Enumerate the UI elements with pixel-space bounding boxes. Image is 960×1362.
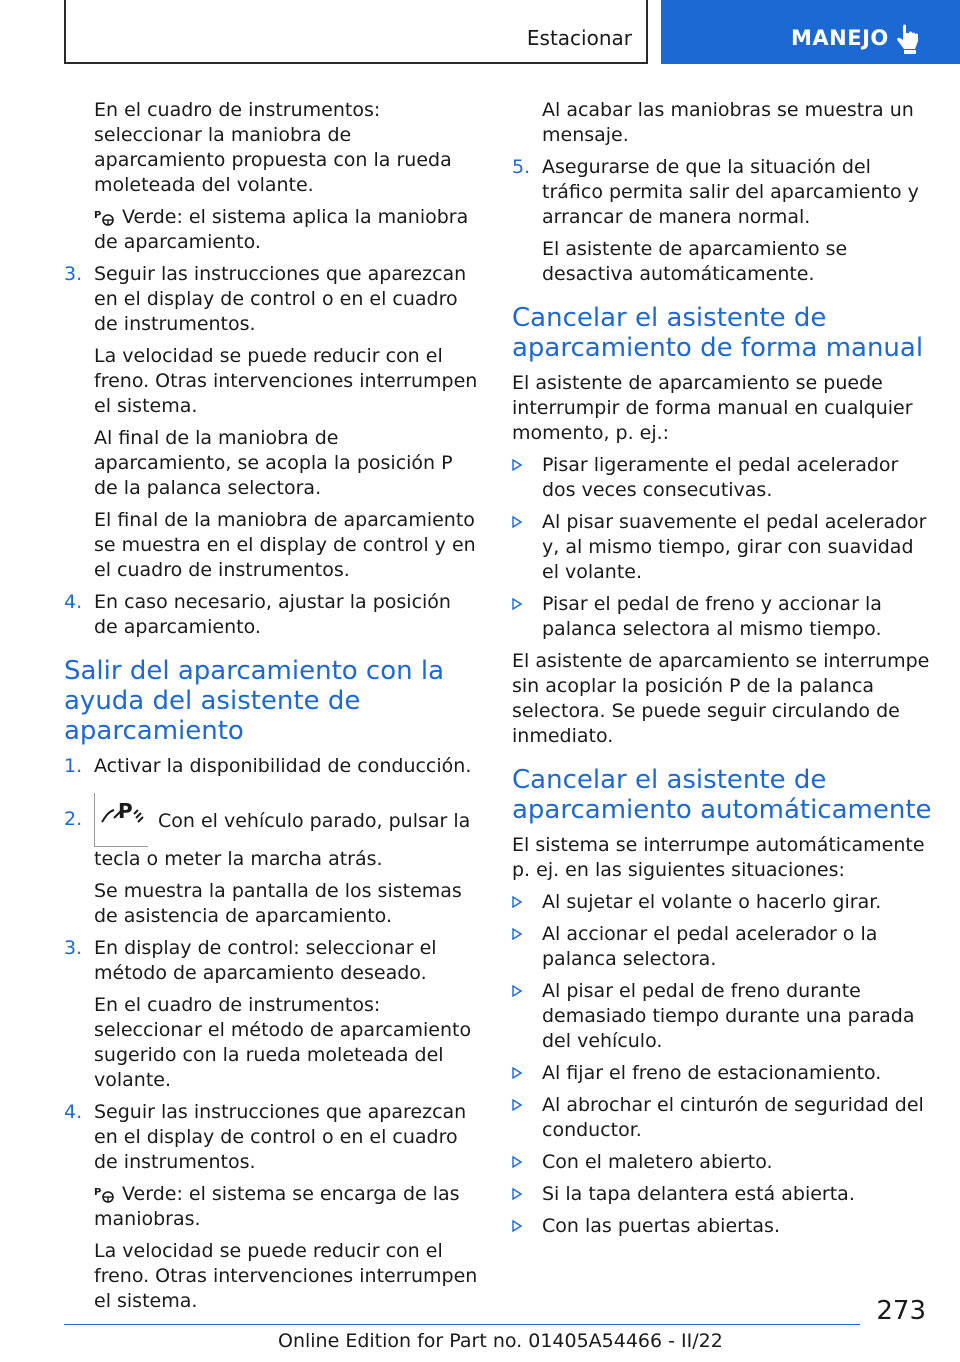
list-item-text: Pisar ligeramente el pedal acelerador dos veces consecutivas. [542,454,899,501]
step-3 [64,262,480,337]
list-item [512,1093,932,1143]
step-number: 4. [64,1101,83,1123]
left-column [64,98,480,1321]
step-3b [64,936,480,986]
svg-text:P: P [118,799,133,823]
paragraph: La velocidad se puede reducir con el freno. Otras intervenciones interrumpen el sistema. [94,345,478,417]
step-number: 3. [64,937,83,959]
list-item [512,890,932,915]
paragraph: El asistente de aparcamiento se puede interrumpir de forma manual en cualquier momento, p. ej.: [512,372,913,444]
step-5 [512,155,932,230]
heading-cancelar-manual: Cancelar el asistente de aparcamiento de forma manual [512,303,924,363]
header-section-box [64,0,648,64]
step-text: Seguir las instrucciones que aparezcan en el display de control o en el cuadro de instrumentos. [94,263,467,335]
list-item [512,1150,932,1175]
paragraph: El asistente de aparcamiento se desactiva automáticamente. [542,238,848,285]
step-number: 5. [512,156,531,178]
heading-cancelar-auto: Cancelar el asistente de aparcamiento automáticamente [512,765,932,825]
edition-note: Online Edition for Part no. 01405A54466 - II/22 [278,1330,723,1352]
chapter-title: MANEJO [791,26,889,50]
svg-text:P: P [94,1187,102,1198]
bullet-triangle-icon [512,598,522,610]
step-text: Con el vehículo parado, pulsar la tecla o meter la marcha atrás. [94,810,471,870]
steering-hand-icon [895,22,921,56]
paragraph-text: Verde: el sistema aplica la maniobra de aparcamiento. [94,206,469,253]
heading-salir-aparcamiento: Salir del aparcamiento con la ayuda del asistente de aparcamiento [64,656,445,746]
bullet-triangle-icon [512,516,522,528]
step-number: 1. [64,755,83,777]
bullet-triangle-icon [512,1099,522,1111]
list-item-text: Al pisar el pedal de freno durante demasiado tiempo durante una parada del vehículo. [542,980,915,1052]
paragraph: En el cuadro de instrumentos: seleccionar la maniobra de aparcamiento propuesta con la rueda moleteada del volante. [94,99,452,196]
list-item-text: Al fijar el freno de estacionamiento. [542,1062,882,1084]
list-item-text: Si la tapa delantera está abierta. [542,1183,855,1205]
step-text: Asegurarse de que la situación del tráfico permita salir del aparcamiento y arrancar de manera normal. [542,156,919,228]
list-item-text: Con las puertas abiertas. [542,1215,780,1237]
paragraph: El final de la maniobra de aparcamiento se muestra en el display de control y en el cuadro de instrumentos. [94,509,476,581]
footer-divider [64,1324,860,1325]
list-item [512,1214,932,1239]
list-item-text: Al accionar el pedal acelerador o la palanca selectora. [542,923,878,970]
svg-text:P: P [94,210,102,221]
bullet-triangle-icon [512,1067,522,1079]
list-item-text: Al sujetar el volante o hacerlo girar. [542,891,882,913]
step-text: Activar la disponibilidad de conducción. [94,755,472,777]
list-item [512,1182,932,1207]
list-item [512,979,932,1054]
step-number: 2. [64,808,83,830]
step-text: En display de control: seleccionar el método de aparcamiento deseado. [94,937,437,984]
right-column [512,98,932,1246]
parking-assist-active-icon [94,208,116,226]
bullet-triangle-icon [512,1156,522,1168]
paragraph: Se muestra la pantalla de los sistemas de asistencia de aparcamiento. [94,880,462,927]
paragraph: El asistente de aparcamiento se interrumpe sin acoplar la posición P de la palanca selectora. Se puede seguir circulando de inmediato. [512,650,930,747]
bullet-triangle-icon [512,459,522,471]
list-item-text: Al abrochar el cinturón de seguridad del conductor. [542,1094,924,1141]
section-title: Estacionar [526,26,632,50]
auto-cancel-list [512,890,932,1239]
list-item [512,510,932,585]
bullet-triangle-icon [512,1220,522,1232]
paragraph: Al final de la maniobra de aparcamiento, se acopla la posición P de la palanca selectora. [94,427,453,499]
list-item [512,453,932,503]
bullet-triangle-icon [512,896,522,908]
bullet-triangle-icon [512,928,522,940]
step-number: 3. [64,263,83,285]
step-1 [64,754,480,779]
list-item-text: Con el maletero abierto. [542,1151,773,1173]
paragraph: El sistema se interrumpe automáticamente p. ej. en las siguientes situaciones: [512,834,925,881]
list-item [512,592,932,642]
step-4b [64,1100,480,1175]
bullet-triangle-icon [512,1188,522,1200]
step-text: Seguir las instrucciones que aparezcan en el display de control o en el cuadro de instrumentos. [94,1101,467,1173]
page-number: 273 [876,1296,926,1326]
list-item-text: Pisar el pedal de freno y accionar la palanca selectora al mismo tiempo. [542,593,882,640]
header-chapter-box [661,0,960,64]
paragraph-with-icon [94,1182,480,1232]
step-2 [64,793,480,872]
step-number: 4. [64,591,83,613]
paragraph-with-icon [94,205,480,255]
paragraph: La velocidad se puede reducir con el freno. Otras intervenciones interrumpen el sistema. [94,1240,478,1312]
step-text: En caso necesario, ajustar la posición de aparcamiento. [94,591,451,638]
list-item [512,922,932,972]
list-item [512,1061,932,1086]
paragraph-text: Verde: el sistema se encarga de las maniobras. [94,1183,460,1230]
parking-assist-key-icon [94,793,148,847]
manual-cancel-list [512,453,932,642]
list-item-text: Al pisar suavemente el pedal acelerador y, al mismo tiempo, girar con suavidad el volante. [542,511,927,583]
parking-assist-active-icon [94,1185,116,1203]
bullet-triangle-icon [512,985,522,997]
paragraph: En el cuadro de instrumentos: seleccionar el método de aparcamiento sugerido con la rueda moleteada del volante. [94,994,472,1091]
paragraph: Al acabar las maniobras se muestra un mensaje. [542,99,914,146]
step-4 [64,590,480,640]
